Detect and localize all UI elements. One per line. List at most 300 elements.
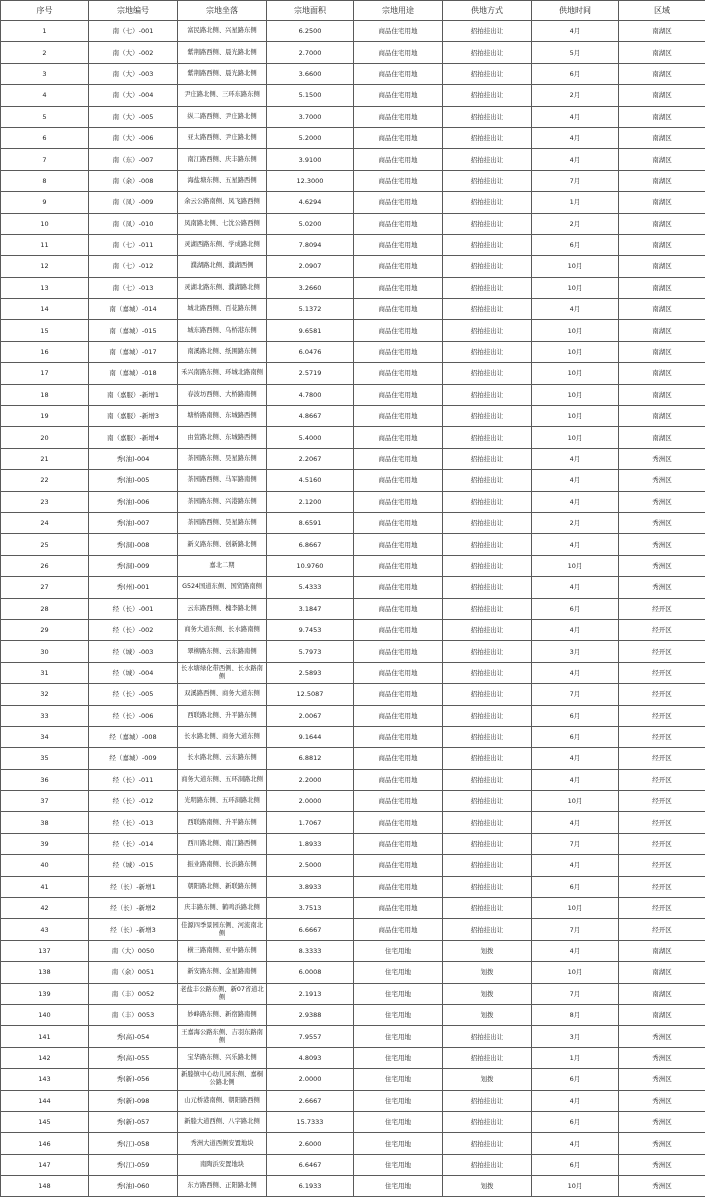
cell-supply-method: 招拍挂出让 bbox=[443, 726, 532, 747]
table-row bbox=[1, 898, 705, 919]
cell-supply-method: 招拍挂出让 bbox=[443, 1111, 532, 1132]
cell-supply-time: 4月 bbox=[532, 448, 619, 469]
header-cell-usage: 宗地用途 bbox=[354, 1, 443, 21]
cell-supply-time: 4月 bbox=[532, 855, 619, 876]
table-row bbox=[1, 962, 705, 983]
cell-parcel-id: 经（长）-014 bbox=[89, 833, 178, 854]
cell-supply-time: 10月 bbox=[532, 962, 619, 983]
cell-parcel-id: 南（七）-013 bbox=[89, 277, 178, 298]
cell-parcel-id: 南（大）-002 bbox=[89, 42, 178, 63]
cell-location: 南溪路北侧、纸围路东侧 bbox=[178, 341, 267, 362]
cell-parcel-id: 经（长）-005 bbox=[89, 684, 178, 705]
cell-index: 11 bbox=[1, 234, 89, 255]
table-row bbox=[1, 341, 705, 362]
table-row bbox=[1, 277, 705, 298]
cell-usage: 商品住宅用地 bbox=[354, 149, 443, 170]
cell-location: G524国道东侧、国贸路南侧 bbox=[178, 577, 267, 598]
table-row bbox=[1, 1090, 705, 1111]
cell-supply-method: 招拍挂出让 bbox=[443, 641, 532, 662]
table-row bbox=[1, 748, 705, 769]
cell-index: 146 bbox=[1, 1133, 89, 1154]
cell-district: 秀洲区 bbox=[619, 1176, 705, 1197]
cell-parcel-id: 秀(高)-054 bbox=[89, 1026, 178, 1047]
cell-usage: 商品住宅用地 bbox=[354, 684, 443, 705]
cell-area: 12.3000 bbox=[267, 170, 354, 191]
cell-location: 尹庄路北侧、三环东路东侧 bbox=[178, 85, 267, 106]
cell-index: 31 bbox=[1, 662, 89, 683]
cell-area: 2.5000 bbox=[267, 855, 354, 876]
cell-supply-method: 招拍挂出让 bbox=[443, 170, 532, 191]
cell-location: 嘉北二期 bbox=[178, 555, 267, 576]
cell-index: 145 bbox=[1, 1111, 89, 1132]
cell-supply-time: 7月 bbox=[532, 983, 619, 1004]
table-row bbox=[1, 1154, 705, 1175]
table-row bbox=[1, 363, 705, 384]
cell-usage: 住宅用地 bbox=[354, 1090, 443, 1111]
cell-supply-method: 招拍挂出让 bbox=[443, 320, 532, 341]
table-row bbox=[1, 1026, 705, 1047]
cell-usage: 商品住宅用地 bbox=[354, 726, 443, 747]
cell-index: 43 bbox=[1, 919, 89, 940]
cell-supply-method: 招拍挂出让 bbox=[443, 127, 532, 148]
cell-location: 宝华路东侧、兴乐路北侧 bbox=[178, 1047, 267, 1068]
header-cell-supply-method: 供地方式 bbox=[443, 1, 532, 21]
cell-area: 6.1933 bbox=[267, 1176, 354, 1197]
cell-usage: 住宅用地 bbox=[354, 983, 443, 1004]
cell-location: 茶园路西侧、马军路南侧 bbox=[178, 470, 267, 491]
cell-district: 南湖区 bbox=[619, 962, 705, 983]
cell-district: 秀洲区 bbox=[619, 512, 705, 533]
cell-supply-time: 10月 bbox=[532, 1176, 619, 1197]
cell-usage: 商品住宅用地 bbox=[354, 705, 443, 726]
cell-supply-method: 招拍挂出让 bbox=[443, 149, 532, 170]
cell-supply-time: 4月 bbox=[532, 470, 619, 491]
cell-usage: 商品住宅用地 bbox=[354, 619, 443, 640]
cell-area: 2.1913 bbox=[267, 983, 354, 1004]
cell-supply-time: 10月 bbox=[532, 555, 619, 576]
cell-location: 朝阳路北侧、新联路东侧 bbox=[178, 876, 267, 897]
cell-supply-method: 划拨 bbox=[443, 1004, 532, 1025]
cell-supply-method: 招拍挂出让 bbox=[443, 277, 532, 298]
cell-supply-method: 招拍挂出让 bbox=[443, 341, 532, 362]
cell-district: 南湖区 bbox=[619, 427, 705, 448]
cell-index: 1 bbox=[1, 21, 89, 42]
cell-supply-method: 招拍挂出让 bbox=[443, 919, 532, 940]
cell-supply-time: 4月 bbox=[532, 812, 619, 833]
table-row bbox=[1, 406, 705, 427]
cell-location: 西联路南侧、升平路东侧 bbox=[178, 812, 267, 833]
table-body bbox=[1, 21, 705, 1197]
cell-supply-time: 6月 bbox=[532, 876, 619, 897]
cell-parcel-id: 南（大）0050 bbox=[89, 940, 178, 961]
cell-parcel-id: 南（丰）0052 bbox=[89, 983, 178, 1004]
cell-supply-time: 4月 bbox=[532, 940, 619, 961]
cell-location: 凤南路北侧、七沈公路西侧 bbox=[178, 213, 267, 234]
table-row bbox=[1, 85, 705, 106]
cell-area: 6.0008 bbox=[267, 962, 354, 983]
cell-supply-time: 10月 bbox=[532, 427, 619, 448]
table-row bbox=[1, 684, 705, 705]
table-row bbox=[1, 1004, 705, 1025]
cell-area: 3.1847 bbox=[267, 598, 354, 619]
cell-parcel-id: 秀(洞)-008 bbox=[89, 534, 178, 555]
cell-supply-time: 10月 bbox=[532, 363, 619, 384]
table-row bbox=[1, 427, 705, 448]
cell-area: 3.7513 bbox=[267, 898, 354, 919]
cell-parcel-id: 秀(油)-004 bbox=[89, 448, 178, 469]
cell-usage: 商品住宅用地 bbox=[354, 769, 443, 790]
cell-usage: 商品住宅用地 bbox=[354, 63, 443, 84]
cell-usage: 住宅用地 bbox=[354, 1026, 443, 1047]
cell-index: 27 bbox=[1, 577, 89, 598]
cell-usage: 商品住宅用地 bbox=[354, 363, 443, 384]
cell-supply-method: 招拍挂出让 bbox=[443, 85, 532, 106]
cell-location: 城北路西侧、百花路东侧 bbox=[178, 299, 267, 320]
cell-supply-time: 6月 bbox=[532, 234, 619, 255]
cell-district: 经开区 bbox=[619, 748, 705, 769]
cell-parcel-id: 经（长）-006 bbox=[89, 705, 178, 726]
cell-area: 1.8933 bbox=[267, 833, 354, 854]
cell-index: 36 bbox=[1, 769, 89, 790]
cell-location: 紫荆路西侧、晨光路北侧 bbox=[178, 42, 267, 63]
cell-location: 商务大道东侧、五环洞路北侧 bbox=[178, 769, 267, 790]
table-row bbox=[1, 320, 705, 341]
cell-supply-method: 招拍挂出让 bbox=[443, 684, 532, 705]
cell-parcel-id: 经（长）-新增1 bbox=[89, 876, 178, 897]
cell-index: 16 bbox=[1, 341, 89, 362]
cell-area: 2.5719 bbox=[267, 363, 354, 384]
cell-district: 南湖区 bbox=[619, 63, 705, 84]
cell-supply-method: 招拍挂出让 bbox=[443, 1047, 532, 1068]
table-row bbox=[1, 234, 705, 255]
cell-area: 5.4333 bbox=[267, 577, 354, 598]
cell-district: 南湖区 bbox=[619, 106, 705, 127]
table-row bbox=[1, 1176, 705, 1197]
cell-parcel-id: 经（城）-015 bbox=[89, 855, 178, 876]
cell-supply-method: 招拍挂出让 bbox=[443, 705, 532, 726]
cell-area: 8.3333 bbox=[267, 940, 354, 961]
header-cell-location: 宗地坐落 bbox=[178, 1, 267, 21]
cell-supply-time: 10月 bbox=[532, 384, 619, 405]
cell-usage: 商品住宅用地 bbox=[354, 448, 443, 469]
cell-usage: 商品住宅用地 bbox=[354, 534, 443, 555]
cell-supply-method: 招拍挂出让 bbox=[443, 448, 532, 469]
cell-location: 双溪路西侧、商务大道东侧 bbox=[178, 684, 267, 705]
table-row bbox=[1, 769, 705, 790]
cell-area: 9.6581 bbox=[267, 320, 354, 341]
cell-supply-time: 7月 bbox=[532, 833, 619, 854]
cell-usage: 商品住宅用地 bbox=[354, 833, 443, 854]
cell-supply-time: 7月 bbox=[532, 919, 619, 940]
cell-supply-method: 招拍挂出让 bbox=[443, 63, 532, 84]
cell-parcel-id: 南（大）-005 bbox=[89, 106, 178, 127]
cell-supply-method: 招拍挂出让 bbox=[443, 384, 532, 405]
cell-district: 经开区 bbox=[619, 876, 705, 897]
cell-location: 新塍镇中心幼儿园东侧、嘉桐公路北侧 bbox=[178, 1069, 267, 1090]
table-row bbox=[1, 299, 705, 320]
cell-usage: 商品住宅用地 bbox=[354, 470, 443, 491]
table-row bbox=[1, 919, 705, 940]
cell-supply-time: 6月 bbox=[532, 1069, 619, 1090]
cell-index: 42 bbox=[1, 898, 89, 919]
cell-area: 12.5087 bbox=[267, 684, 354, 705]
cell-district: 南湖区 bbox=[619, 192, 705, 213]
cell-area: 3.2660 bbox=[267, 277, 354, 298]
cell-area: 2.0000 bbox=[267, 1069, 354, 1090]
cell-index: 148 bbox=[1, 1176, 89, 1197]
cell-location: 王嘉海公路东侧、吉羽东路南侧 bbox=[178, 1026, 267, 1047]
cell-usage: 商品住宅用地 bbox=[354, 919, 443, 940]
cell-supply-method: 招拍挂出让 bbox=[443, 213, 532, 234]
cell-district: 南湖区 bbox=[619, 1004, 705, 1025]
cell-index: 140 bbox=[1, 1004, 89, 1025]
cell-location: 长水路北侧、云东路东侧 bbox=[178, 748, 267, 769]
cell-parcel-id: 经（城）-003 bbox=[89, 641, 178, 662]
cell-index: 24 bbox=[1, 512, 89, 533]
cell-index: 23 bbox=[1, 491, 89, 512]
cell-supply-method: 招拍挂出让 bbox=[443, 833, 532, 854]
cell-location: 庆丰路东侧、鹤鸣浜路北侧 bbox=[178, 898, 267, 919]
cell-supply-method: 划拨 bbox=[443, 940, 532, 961]
cell-supply-time: 4月 bbox=[532, 534, 619, 555]
cell-parcel-id: 秀(高)-055 bbox=[89, 1047, 178, 1068]
cell-area: 15.7333 bbox=[267, 1111, 354, 1132]
cell-location: 塘桥路南侧、东城路西侧 bbox=[178, 406, 267, 427]
cell-usage: 商品住宅用地 bbox=[354, 256, 443, 277]
cell-location: 南陶浜安置地块 bbox=[178, 1154, 267, 1175]
cell-district: 南湖区 bbox=[619, 277, 705, 298]
cell-district: 秀洲区 bbox=[619, 448, 705, 469]
cell-area: 5.1500 bbox=[267, 85, 354, 106]
cell-supply-method: 招拍挂出让 bbox=[443, 256, 532, 277]
cell-supply-method: 划拨 bbox=[443, 1176, 532, 1197]
cell-parcel-id: 经（长）-011 bbox=[89, 769, 178, 790]
header-cell-area: 宗地面积 bbox=[267, 1, 354, 21]
cell-index: 26 bbox=[1, 555, 89, 576]
cell-area: 4.7800 bbox=[267, 384, 354, 405]
cell-district: 秀洲区 bbox=[619, 1154, 705, 1175]
cell-index: 18 bbox=[1, 384, 89, 405]
cell-district: 南湖区 bbox=[619, 363, 705, 384]
cell-usage: 商品住宅用地 bbox=[354, 320, 443, 341]
cell-supply-method: 招拍挂出让 bbox=[443, 748, 532, 769]
cell-index: 9 bbox=[1, 192, 89, 213]
cell-district: 经开区 bbox=[619, 598, 705, 619]
cell-district: 经开区 bbox=[619, 812, 705, 833]
cell-district: 南湖区 bbox=[619, 21, 705, 42]
cell-location: 翠柳路东侧、云东路南侧 bbox=[178, 641, 267, 662]
table-row bbox=[1, 812, 705, 833]
cell-index: 25 bbox=[1, 534, 89, 555]
cell-usage: 商品住宅用地 bbox=[354, 299, 443, 320]
cell-supply-time: 7月 bbox=[532, 170, 619, 191]
cell-supply-time: 4月 bbox=[532, 577, 619, 598]
cell-district: 经开区 bbox=[619, 919, 705, 940]
cell-supply-time: 4月 bbox=[532, 662, 619, 683]
cell-index: 3 bbox=[1, 63, 89, 84]
cell-supply-method: 招拍挂出让 bbox=[443, 855, 532, 876]
cell-area: 6.6667 bbox=[267, 919, 354, 940]
cell-index: 141 bbox=[1, 1026, 89, 1047]
cell-location: 春波坊西侧、大桥路南侧 bbox=[178, 384, 267, 405]
cell-location: 海盐塘东侧、五星路西侧 bbox=[178, 170, 267, 191]
header-cell-supply-time: 供地时间 bbox=[532, 1, 619, 21]
cell-area: 5.2000 bbox=[267, 127, 354, 148]
cell-area: 4.8667 bbox=[267, 406, 354, 427]
cell-area: 3.8933 bbox=[267, 876, 354, 897]
cell-area: 2.0000 bbox=[267, 791, 354, 812]
cell-supply-method: 招拍挂出让 bbox=[443, 106, 532, 127]
cell-supply-method: 招拍挂出让 bbox=[443, 427, 532, 448]
cell-district: 南湖区 bbox=[619, 384, 705, 405]
cell-district: 经开区 bbox=[619, 898, 705, 919]
cell-area: 4.6294 bbox=[267, 192, 354, 213]
cell-area: 6.8812 bbox=[267, 748, 354, 769]
cell-district: 秀洲区 bbox=[619, 534, 705, 555]
cell-supply-time: 1月 bbox=[532, 192, 619, 213]
cell-area: 2.1200 bbox=[267, 491, 354, 512]
cell-location: 灵湖北路东侧、濮湖路北侧 bbox=[178, 277, 267, 298]
table-row bbox=[1, 555, 705, 576]
cell-parcel-id: 经（长）-新增2 bbox=[89, 898, 178, 919]
cell-location: 秀洲大道西侧安置地块 bbox=[178, 1133, 267, 1154]
cell-supply-time: 6月 bbox=[532, 598, 619, 619]
cell-supply-time: 2月 bbox=[532, 85, 619, 106]
cell-parcel-id: 经（嘉城）-009 bbox=[89, 748, 178, 769]
cell-location: 紫荆路西侧、晨光路北侧 bbox=[178, 63, 267, 84]
cell-supply-time: 2月 bbox=[532, 213, 619, 234]
cell-index: 2 bbox=[1, 42, 89, 63]
cell-index: 39 bbox=[1, 833, 89, 854]
cell-supply-time: 4月 bbox=[532, 769, 619, 790]
cell-index: 13 bbox=[1, 277, 89, 298]
cell-supply-time: 6月 bbox=[532, 1111, 619, 1132]
cell-parcel-id: 秀(江)-059 bbox=[89, 1154, 178, 1175]
cell-supply-time: 10月 bbox=[532, 320, 619, 341]
cell-supply-method: 招拍挂出让 bbox=[443, 491, 532, 512]
cell-index: 28 bbox=[1, 598, 89, 619]
cell-district: 秀洲区 bbox=[619, 555, 705, 576]
cell-district: 南湖区 bbox=[619, 406, 705, 427]
cell-district: 秀洲区 bbox=[619, 1026, 705, 1047]
cell-supply-method: 招拍挂出让 bbox=[443, 898, 532, 919]
cell-district: 秀洲区 bbox=[619, 1090, 705, 1111]
cell-supply-time: 6月 bbox=[532, 63, 619, 84]
cell-parcel-id: 经（长）-新增3 bbox=[89, 919, 178, 940]
cell-index: 30 bbox=[1, 641, 89, 662]
cell-supply-time: 6月 bbox=[532, 1154, 619, 1175]
cell-usage: 商品住宅用地 bbox=[354, 512, 443, 533]
cell-supply-method: 招拍挂出让 bbox=[443, 299, 532, 320]
cell-supply-time: 8月 bbox=[532, 1004, 619, 1025]
cell-usage: 商品住宅用地 bbox=[354, 898, 443, 919]
cell-parcel-id: 南（凤）-010 bbox=[89, 213, 178, 234]
cell-location: 西川路北侧、南江路西侧 bbox=[178, 833, 267, 854]
cell-supply-time: 4月 bbox=[532, 299, 619, 320]
cell-usage: 商品住宅用地 bbox=[354, 406, 443, 427]
cell-district: 南湖区 bbox=[619, 127, 705, 148]
cell-usage: 商品住宅用地 bbox=[354, 341, 443, 362]
cell-area: 5.0200 bbox=[267, 213, 354, 234]
cell-supply-method: 招拍挂出让 bbox=[443, 769, 532, 790]
table-row bbox=[1, 63, 705, 84]
cell-index: 14 bbox=[1, 299, 89, 320]
cell-location: 新安路东侧、金星路南侧 bbox=[178, 962, 267, 983]
cell-index: 29 bbox=[1, 619, 89, 640]
cell-supply-time: 10月 bbox=[532, 898, 619, 919]
cell-location: 城东路西侧、乌桥港东侧 bbox=[178, 320, 267, 341]
cell-supply-method: 招拍挂出让 bbox=[443, 1154, 532, 1175]
cell-district: 秀洲区 bbox=[619, 1069, 705, 1090]
table-row bbox=[1, 149, 705, 170]
table-row bbox=[1, 791, 705, 812]
cell-district: 经开区 bbox=[619, 833, 705, 854]
cell-parcel-id: 经（城）-004 bbox=[89, 662, 178, 683]
table-row bbox=[1, 192, 705, 213]
cell-usage: 商品住宅用地 bbox=[354, 106, 443, 127]
table-row bbox=[1, 448, 705, 469]
cell-parcel-id: 秀(江)-058 bbox=[89, 1133, 178, 1154]
cell-index: 22 bbox=[1, 470, 89, 491]
cell-usage: 商品住宅用地 bbox=[354, 127, 443, 148]
table-row bbox=[1, 1069, 705, 1090]
cell-supply-time: 4月 bbox=[532, 491, 619, 512]
cell-location: 茶园路西侧、昊星路东侧 bbox=[178, 512, 267, 533]
table-row bbox=[1, 213, 705, 234]
cell-district: 秀洲区 bbox=[619, 1111, 705, 1132]
cell-usage: 商品住宅用地 bbox=[354, 192, 443, 213]
cell-index: 142 bbox=[1, 1047, 89, 1068]
cell-parcel-id: 秀(州)-001 bbox=[89, 577, 178, 598]
table-row bbox=[1, 512, 705, 533]
cell-parcel-id: 秀(油)-005 bbox=[89, 470, 178, 491]
cell-area: 9.1644 bbox=[267, 726, 354, 747]
cell-usage: 商品住宅用地 bbox=[354, 42, 443, 63]
cell-area: 2.7000 bbox=[267, 42, 354, 63]
cell-index: 40 bbox=[1, 855, 89, 876]
cell-supply-time: 10月 bbox=[532, 406, 619, 427]
cell-district: 经开区 bbox=[619, 619, 705, 640]
cell-location: 光明路东侧、五环洞路北侧 bbox=[178, 791, 267, 812]
cell-district: 秀洲区 bbox=[619, 470, 705, 491]
cell-index: 35 bbox=[1, 748, 89, 769]
cell-location: 老盐丰公路东侧、新07省道北侧 bbox=[178, 983, 267, 1004]
cell-location: 亚太路西侧、尹庄路北侧 bbox=[178, 127, 267, 148]
cell-location: 东方路西侧、正阳路北侧 bbox=[178, 1176, 267, 1197]
table-row bbox=[1, 833, 705, 854]
cell-location: 商务大道东侧、长水路南侧 bbox=[178, 619, 267, 640]
cell-location: 长水塘绿化带西侧、长水路南侧 bbox=[178, 662, 267, 683]
cell-index: 21 bbox=[1, 448, 89, 469]
cell-parcel-id: 经（长）-002 bbox=[89, 619, 178, 640]
cell-supply-time: 4月 bbox=[532, 149, 619, 170]
table-row bbox=[1, 106, 705, 127]
cell-supply-time: 4月 bbox=[532, 1090, 619, 1111]
cell-area: 3.6600 bbox=[267, 63, 354, 84]
cell-index: 8 bbox=[1, 170, 89, 191]
cell-district: 秀洲区 bbox=[619, 491, 705, 512]
table-row bbox=[1, 940, 705, 961]
cell-parcel-id: 经（长）-013 bbox=[89, 812, 178, 833]
cell-parcel-id: 经（长）-012 bbox=[89, 791, 178, 812]
cell-parcel-id: 南（嘉城）-017 bbox=[89, 341, 178, 362]
cell-district: 南湖区 bbox=[619, 170, 705, 191]
cell-area: 2.2067 bbox=[267, 448, 354, 469]
cell-supply-method: 招拍挂出让 bbox=[443, 598, 532, 619]
cell-index: 15 bbox=[1, 320, 89, 341]
cell-supply-method: 招拍挂出让 bbox=[443, 619, 532, 640]
cell-supply-method: 招拍挂出让 bbox=[443, 812, 532, 833]
